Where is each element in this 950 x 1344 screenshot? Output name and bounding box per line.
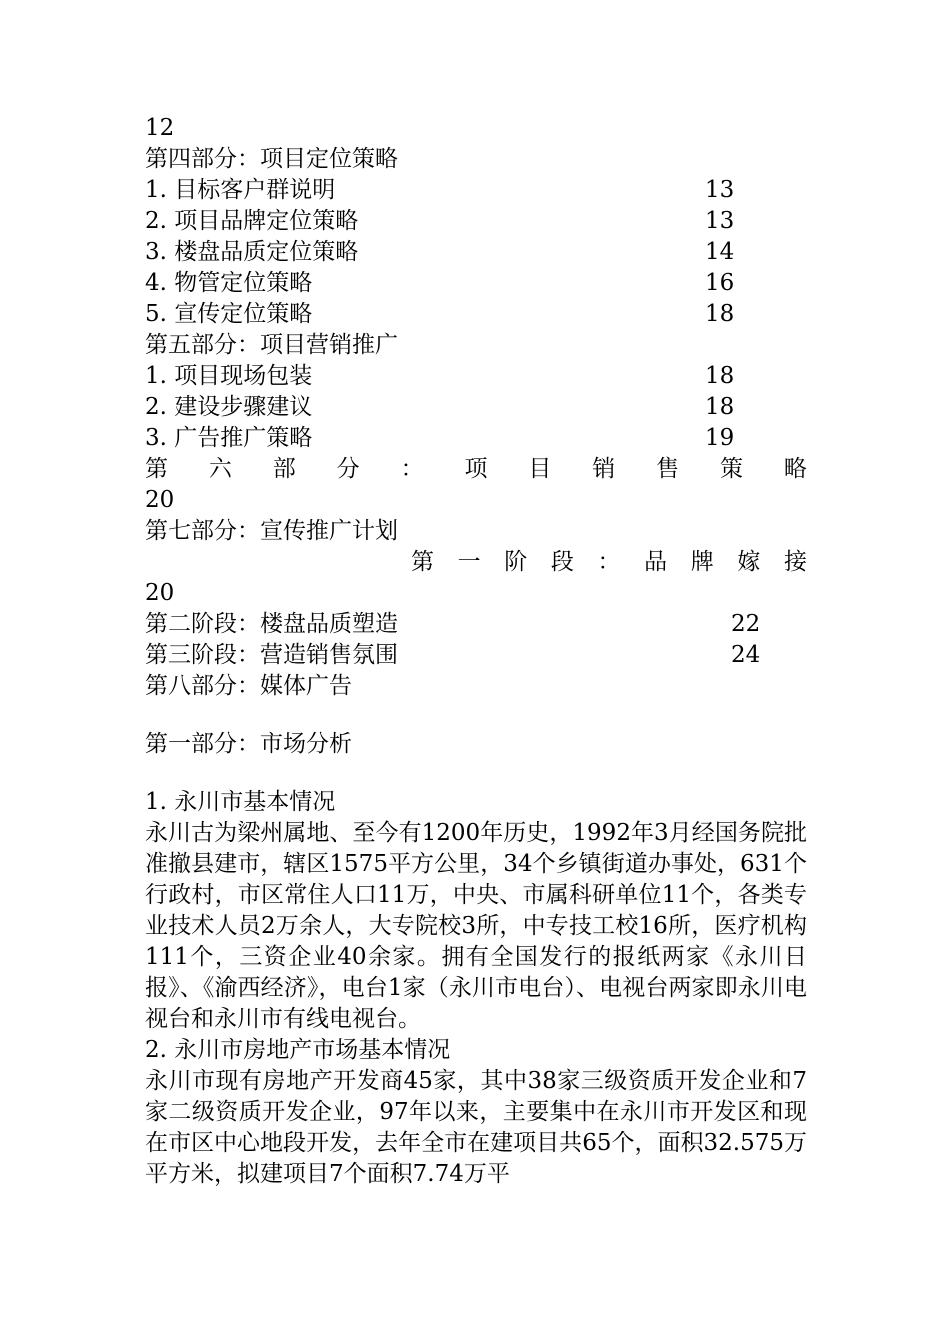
toc-entry-label: 第三阶段：营造销售氛围 bbox=[145, 642, 398, 668]
toc-part5-heading: 第五部分：项目营销推广 bbox=[145, 332, 398, 358]
toc-entry bbox=[145, 361, 807, 392]
toc-entry bbox=[145, 640, 807, 671]
toc-part6-heading bbox=[145, 454, 807, 485]
heading-char: 品 bbox=[644, 549, 668, 575]
sub1-heading: 1. 永川市基本情况 bbox=[145, 789, 336, 815]
heading-char: 分 bbox=[336, 456, 360, 482]
heading-char: 嫁 bbox=[737, 549, 761, 575]
heading-char: 策 bbox=[720, 456, 744, 482]
toc-part7-list bbox=[145, 609, 807, 671]
toc-entry-page: 19 bbox=[705, 425, 735, 451]
toc-part6-page: 20 bbox=[145, 487, 175, 513]
toc-entry-label: 2. 项目品牌定位策略 bbox=[145, 208, 359, 234]
heading-char: 阶 bbox=[504, 549, 528, 575]
heading-char: 售 bbox=[656, 456, 680, 482]
toc-entry bbox=[145, 609, 807, 640]
blank-line bbox=[145, 702, 807, 729]
toc-entry-label: 3. 广告推广策略 bbox=[145, 425, 313, 451]
toc-entry-page: 13 bbox=[705, 208, 735, 234]
heading-char: 接 bbox=[784, 549, 807, 575]
sub1-paragraph: 永川古为梁州属地、至今有1200年历史，1992年3月经国务院批准撤县建市，辖区1575平方公里，34个乡镇街道办事处，631个行政村，市区常住人口11万，中央、市属科研单位11个，各类专业技术人员2万余人，大专院校3所，中专技工校16所，医疗机构111个，三资企业40余家。拥有全国发行的报纸两家《永川日报》、《渝西经济》，电台1家（永川市电台）、电视台两家即永川电视台和永川市有线电视台。 bbox=[145, 820, 807, 1032]
toc-entry bbox=[145, 237, 807, 268]
toc-entry-page: 14 bbox=[705, 239, 735, 265]
toc-stage1-heading bbox=[145, 547, 807, 578]
toc-entry bbox=[145, 206, 807, 237]
toc-entry-page: 24 bbox=[731, 642, 761, 668]
heading-char: 段 bbox=[550, 549, 574, 575]
toc-entry-page: 13 bbox=[705, 177, 735, 203]
toc-part5-list bbox=[145, 361, 807, 454]
heading-char: 一 bbox=[457, 549, 481, 575]
toc-entry-page: 18 bbox=[705, 363, 735, 389]
heading-char: 第 bbox=[411, 549, 434, 575]
sub2-heading: 2. 永川市房地产市场基本情况 bbox=[145, 1037, 451, 1063]
toc-entry-page: 16 bbox=[705, 270, 735, 296]
toc-entry bbox=[145, 175, 807, 206]
toc-entry-page: 22 bbox=[731, 611, 761, 637]
blank-line bbox=[145, 760, 807, 787]
heading-char: ： bbox=[400, 456, 424, 482]
toc-part7-heading: 第七部分：宣传推广计划 bbox=[145, 518, 398, 544]
sub2-paragraph: 永川市现有房地产开发商45家，其中38家三级资质开发企业和7家二级资质开发企业，97年以来，主要集中在永川市开发区和现在市区中心地段开发，去年全市在建项目共65个，面积32.575万平方米，拟建项目7个面积7.74万平 bbox=[145, 1068, 807, 1187]
toc-entry-page: 18 bbox=[705, 301, 735, 327]
toc-entry-label: 第二阶段：楼盘品质塑造 bbox=[145, 611, 398, 637]
toc-entry-label: 5. 宣传定位策略 bbox=[145, 301, 313, 327]
toc-entry-label: 4. 物管定位策略 bbox=[145, 270, 313, 296]
toc-entry bbox=[145, 299, 807, 330]
document-page bbox=[145, 113, 807, 1190]
heading-char: 部 bbox=[272, 456, 296, 482]
heading-char: 六 bbox=[208, 456, 232, 482]
toc-entry-label: 2. 建设步骤建议 bbox=[145, 394, 313, 420]
section1-heading: 第一部分：市场分析 bbox=[145, 731, 352, 757]
heading-char: 销 bbox=[592, 456, 616, 482]
toc-page-number: 12 bbox=[145, 115, 175, 141]
toc-stage1-page: 20 bbox=[145, 580, 175, 606]
toc-entry-page: 18 bbox=[705, 394, 735, 420]
heading-char: 项 bbox=[464, 456, 488, 482]
heading-char: ： bbox=[597, 549, 621, 575]
toc-entry-label: 3. 楼盘品质定位策略 bbox=[145, 239, 359, 265]
toc-entry bbox=[145, 268, 807, 299]
heading-char: 牌 bbox=[690, 549, 714, 575]
toc-part4-heading: 第四部分：项目定位策略 bbox=[145, 146, 398, 172]
toc-entry bbox=[145, 392, 807, 423]
toc-entry-label: 1. 目标客户群说明 bbox=[145, 177, 336, 203]
heading-char: 略 bbox=[783, 456, 807, 482]
toc-entry-label: 1. 项目现场包装 bbox=[145, 363, 313, 389]
toc-part8-heading: 第八部分：媒体广告 bbox=[145, 673, 352, 699]
heading-char: 目 bbox=[528, 456, 552, 482]
toc-part4-list bbox=[145, 175, 807, 330]
toc-entry bbox=[145, 423, 807, 454]
heading-char: 第 bbox=[145, 456, 168, 482]
